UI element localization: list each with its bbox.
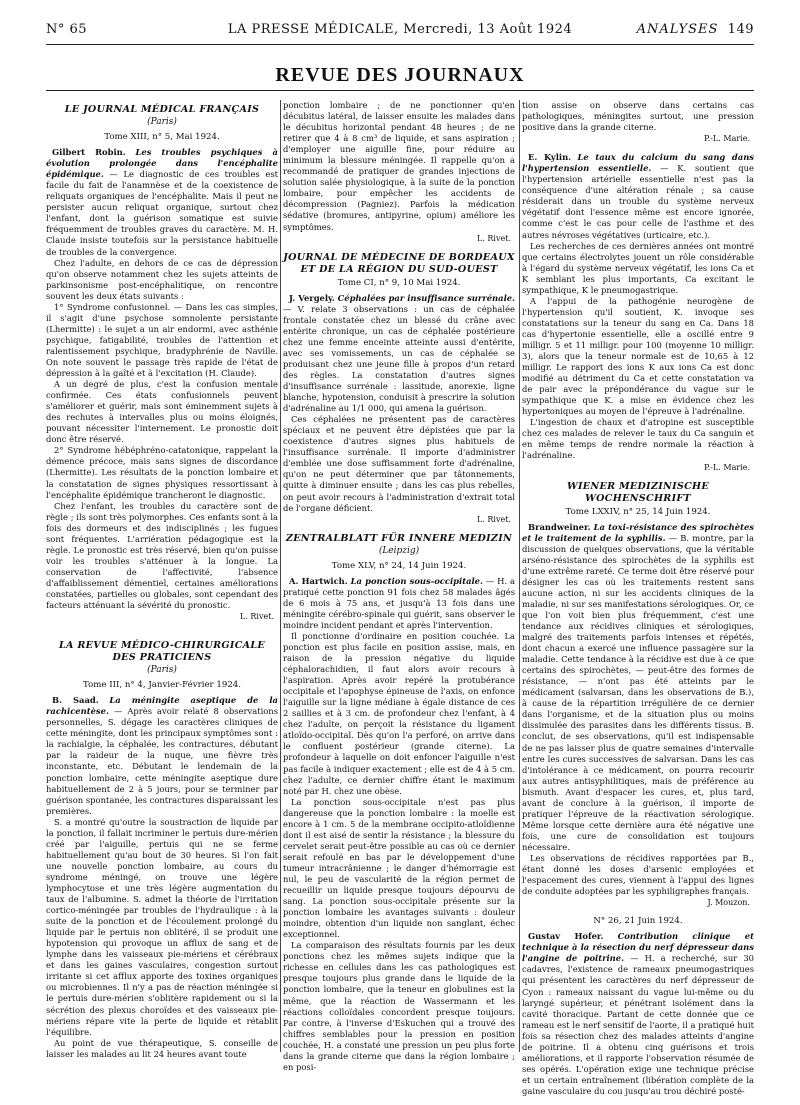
author: E. Kylin. — [528, 152, 572, 163]
abstract-entry — [522, 152, 754, 472]
abstract-paragraph: La ponction sous-occipitale n'est pas plus dangereuse que la ponction lombaire : la moelle est encore à 1 cm. 5 de la membrane occipito-atloïdienne dont il est aisé de sentir la résistance ; la blessure du cervelet serait peut-être possible au cas où ce dernier serait refoulé en bas par le développement d'une tumeur intracrânienne ; le danger d'hémorragie est nul, le peu de vascularité de la région permet de recueillir un liquide presque toujours dépourvu de sang. La ponction sous-occipitale présente sur la ponction lombaire les avantages suivants : douleur moindre, obtention d'un liquide non sanglant, échec exceptionnel. — [283, 796, 515, 940]
journal-issue: Tome III, n° 4, Janvier-Février 1924. — [83, 680, 241, 691]
journal-name: LE JOURNAL MÉDICAL FRANÇAIS — [64, 104, 260, 115]
column-divider — [280, 100, 281, 1052]
article-title: Les troubles psychiques à évolution prolongée dans l'encéphalite épidémique. — [46, 147, 278, 180]
abstract-paragraph: ponction lombaire ; de ne ponctionner qu'en décubitus latéral, de laisser ensuite les malades dans le décubitus horizontal pendant 48 heures ; de ne retirer que 4 à 8 cm³ de liquide, et sans aspiration ; d'employer une aiguille fine, pour réduire au minimum la blessure méningée. Il rappelle qu'on a recommandé de pratiquer de grandes injections de solution salée physiologique, à la suite de la ponction lombaire, pour empêcher les accidents de décompression (Pagniez). Parfois la médication sédative (bromures, antipyrine, opium) améliore les symptômes. — [283, 100, 515, 232]
article-title: Céphalées par insuffisance surrénale. — [337, 292, 515, 303]
article-title: La toxi-résistance des spirochètes et le traitement de la syphilis. — [522, 521, 754, 543]
section-label — [637, 22, 754, 37]
journal-section — [522, 916, 754, 1097]
abstract-paragraph: Chez l'enfant, les troubles du caractère sont de règle ; ils sont très polymorphes. Ces enfants sont à la fois des dormeurs et des indisciplinés ; les fugues sont fréquentes. L'arriération pédagogique est la règle. Le pronostic est très réservé, bien qu'on puisse voir les troubles s'atténuer à la longue. La conservation de l'affectivité, l'absence d'affaiblissement démentiel, certaines améliorations constatées, partielles ou globales, sont cependant des facteurs atténuant la sévérité du pronostic. — [46, 500, 278, 611]
journal-place: (Paris) — [147, 665, 177, 676]
abstract — [283, 576, 515, 1073]
signature: L. Rivet. — [240, 612, 274, 622]
article-title: La ponction sous-occipitale. — [350, 575, 483, 586]
signature: P.-L. Marie. — [703, 462, 750, 472]
continued-abstract — [283, 100, 515, 244]
journal-place: (Paris) — [147, 117, 177, 127]
author: B. Saad. — [52, 695, 99, 706]
journal-section — [46, 104, 278, 622]
article-title: Le taux du calcium du sang dans l'hypertension essentielle. — [522, 152, 754, 174]
journal-section — [46, 640, 278, 1060]
author: A. Hartwich. — [289, 575, 348, 586]
abstract-paragraph: S. a montré qu'outre la soustraction de liquide par la ponction, il fallait incriminer le pertuis dure-mérien créé par l'aiguille, pertuis qui ne se ferme habituellement qu'au bout de 30 heures. Si l'on fait une nouvelle ponction lombaire, au cours du syndrome méningé, on trouve une légère lymphocytose et une très légère augmentation du taux de l'albumine. S. admet la théorie de l'irritation cortico-méningée par troubles de l'hydraulique : à la suite de la ponction et de l'écoulement prolongé du liquide par le pertuis non oblitéré, il se produit une hypotension qui provoque un afflux de sang et de lymphe dans les vaisseaux pie-mériens et cérébraux et dans les gaines vasculaires, congestion surtout irritante si cet afflux apporte des toxines organiques ou microbiennes. Il n'y a pas de réaction méningée si le pertuis dure-mérien s'oblitère rapidement ou si la sécrétion des plexus choroïdes et des vaisseaux pie-mériens répare vite la perte de liquide et rétablit l'équilibre. — [46, 816, 278, 1037]
journal-issue: N° 26, 21 Juin 1924. — [593, 916, 683, 927]
abstract-paragraph: L'ingestion de chaux et d'atropine est susceptible chez ces malades de relever le taux du Ca sanguin et en même temps de rendre normale la réaction à l'adrénaline. — [522, 417, 754, 461]
abstract-text: — Après avoir relaté 8 observations personnelles, S. dégage les caractères cliniques de cette méningite, dont les principaux symptômes sont : la rachialgie, la céphalée, les contractures, débutant par la raideur de la nuque, une fièvre très inconstante, etc. Débutant le lendemain de la ponction lombaire, cette méningite aseptique dure habituellement de 2 à 5 jours, pour se terminer par guérison spontanée, les contractures disparaissant les premières. — [46, 706, 278, 816]
abstract-paragraph — [522, 152, 754, 240]
author: J. Vergely. — [289, 292, 335, 303]
author: Brandweiner. — [528, 521, 591, 532]
abstract-paragraph: A l'appui de la pathogénie neurogène de l'hypertension qu'il soutient, K. invoque ses constatations sur la teneur du sang en Ca. Dans 18 cas d'hypertonie essentielle, elle a oscillé entre 9 milligr. 5 et 11 milligr. pour 100 (moyenne 10 milligr. 3), alors que la teneur normale est de 10,65 à 12 milligr. Le rapport des ions K aux ions Ca est donc modifié au détriment du Ca et cette constatation va de pair avec la prépondérance du vague sur le sympathique que K. a mise en évidence chez les hypertoniques au moyen de l'épreuve à l'adrénaline. — [522, 295, 754, 417]
abstract-paragraph — [46, 147, 278, 257]
abstract-paragraph: Au point de vue thérapeutique, S. conseille de laisser les malades au lit 24 heures avant toute — [46, 1037, 278, 1059]
abstract-text: — B. montre, par la discussion de quelques observations, que la véritable arséno-résistance des spirochètes de la syphilis est d'une extrême rareté. Ce terme doit être réservé pour désigner les cas où les traitements restent sans aucune action, ni sur les accidents cliniques de la maladie, ni sur ses manifestations sérologiques. Or, ce que l'on voit bien plus fréquemment, c'est une tendance aux récidives cliniques et sérologiques, malgré des traitements parfois intenses et répétés, dont chacun a exercé une influence passagère sur la maladie. Cette tendance à la récidive est due à ce que certains des spirochètes, — peut-être des formes de résistance, — n'ont pas été atteints par le médicament (salvarsan, dans les observations de B.), à cause de la répartition irrégulière de ce dernier dans l'organisme, et de la situation plus ou moins dissimulée des parasites dans les différents tissus. B. conclut, de ses observations, qu'il est indispensable de ne pas laisser plus de quatre semaines d'intervalle entre les cures successives de salvarsan. Dans les cas d'intolérance à ce médicament, on pourra recourir aux autres antisyphilitiques, mais de préférence au bismuth. Avant d'espacer les cures, et, plus tard, avant de conclure à la guérison, il importe de pratiquer l'épreuve de la réactivation sérologique. Même lorsque cette dernière aura été négative une fois, une cure de consolidation est toujours nécessaire. — [522, 532, 754, 852]
abstract-paragraph — [46, 695, 278, 817]
journal-issue: Tome LXXIV, n° 25, 14 Juin 1924. — [565, 506, 711, 517]
abstract-paragraph: tion assise on observe dans certains cas pathologiques, méningites surtout, une pression positive dans la grande citerne. — [522, 100, 754, 133]
article-title: Contribution clinique et technique à la résection du nerf dépresseur dans l'angine de poitrine. — [522, 931, 754, 964]
running-head — [46, 22, 754, 42]
abstract — [522, 152, 754, 461]
abstract-paragraph: Les recherches de ces dernières années ont montré que certains électrolytes jouent un rôle considérable à l'égard du système nerveux végétatif, les ions Ca et K semblant les plus importants, Ca excitant le sympathique, K le pneumogastrique. — [522, 240, 754, 295]
abstract — [283, 100, 515, 233]
author: Gilbert Robin. — [52, 147, 126, 158]
abstract — [46, 147, 278, 611]
journal-name: JOURNAL DE MÉDECINE DE BORDEAUX ET DE LA RÉGION DU SUD-OUEST — [283, 251, 515, 275]
issue-number: N° 65 — [46, 22, 88, 37]
page-number: 149 — [727, 22, 754, 37]
abstract — [522, 931, 754, 1097]
abstract-paragraph: Chez l'adulte, en dehors de ce cas de dépression qu'on observe notamment chez les sujets atteints de parkinsonisme post-encéphalitique, on rencontre souvent les deux états suivants : — [46, 257, 278, 301]
abstract — [522, 522, 754, 898]
journal-issue: Tome CI, n° 9, 10 Mai 1924. — [337, 277, 461, 288]
abstract — [283, 293, 515, 514]
journal-section — [283, 533, 515, 1073]
abstract-paragraph — [522, 931, 754, 1097]
abstract-text: — K. soutient que l'hypertension artérielle essentielle n'est pas la conséquence d'une altération rénale ; sa cause résiderait dans un trouble du système nerveux végétatif dont l'essence même est encore ignorée, comme c'est le cas pour celle de l'asthme et des autres névroses végétatives (urticaire, etc.). — [522, 163, 754, 240]
journal-issue: Tome XLV, n° 24, 14 Juin 1924. — [331, 560, 467, 571]
abstract-paragraph: 1° Syndrome confusionnel. — Dans les cas simples, il s'agit d'une psychose somnolente persistante (Lhermitte) : le sujet a un air endormi, avec asthénie psychique, fatigabilité, troubles de l'attention et ralentissement psychique, bradyphrénie de Naville. On note souvent le passage très rapide de l'état de dépression à la gaîté et à l'excitation (H. Claude). — [46, 301, 278, 379]
signature: J. Mouzon. — [707, 898, 750, 908]
journal-place: (Leipzig) — [378, 545, 420, 556]
title-rule — [46, 90, 754, 91]
abstract-paragraph — [283, 576, 515, 631]
continued-abstract — [522, 100, 754, 144]
abstract — [522, 100, 754, 133]
abstract-paragraph: La comparaison des résultats fournis par les deux ponctions chez les mêmes sujets indique que la richesse en cellules dans les cas pathologiques est presque toujours plus grande dans le liquide de la ponction lombaire, que la teneur en globulines est la même, que la réaction de Wassermann et les réactions colloïdales concordent presque toujours. Par contre, à l'inverse d'Eskuchen qui a trouvé des chiffres semblables pour la pression en position couchée, H. a constaté une pression un peu plus forte dans la grande citerne que dans la région lombaire ; en posi- — [283, 940, 515, 1072]
signature: L. Rivet. — [477, 233, 511, 243]
journal-issue: Tome XIII, n° 5, Mai 1924. — [104, 132, 220, 143]
abstract-text: — V. relate 3 observations : un cas de céphalée frontale constatée chez un blessé du crâne avec entérite chronique, un cas de céphalée postérieure chez une femme enceinte atteinte aussi d'entérite, avec ses vomissements, un cas de céphalée se produisant chez une jeune fille à propos d'un retard des règles. La constatation d'autres signes d'insuffisance surrénale : lassitude, anorexie, ligne blanche, hypotension, conduisit à prescrire la solution d'adrénaline au 1/1 000, qui amena la guérison. — [283, 303, 515, 414]
abstract-paragraph — [283, 293, 515, 415]
journal-masthead: LA PRESSE MÉDICALE, Mercredi, 13 Août 1924 — [227, 22, 573, 37]
journal-name: WIENER MEDIZINISCHE WOCHENSCHRIFT — [566, 480, 710, 504]
journal-section — [283, 252, 515, 525]
journal-section — [522, 481, 754, 909]
abstract-paragraph: A un degré de plus, c'est la confusion mentale confirmée. Ces états confusionnels peuvent s'améliorer et guérir, mais sont éminemment sujets à des rechutes à intervalles plus ou moins éloignés, pouvant nécessiter l'internement. Le pronostic doit donc être réservé. — [46, 379, 278, 445]
column-1 — [46, 100, 278, 1068]
abstract-text: — H. a pratiqué cette ponction 91 fois chez 58 malades âgés de 6 mois à 75 ans, et jusqu'à 13 fois dans une méningite cérébro-spinale qui guérit, sans observer le moindre incident pendant et après l'intervention. — [283, 575, 516, 630]
abstract-paragraph: Il ponctionne d'ordinaire en position couchée. La ponction est plus facile en position assise, mais, en raison de la pression négative du liquide céphalorachidien, il faut alors avoir recours à l'aspiration. Après avoir repéré la protubérance occipitale et l'apophyse épineuse de l'axis, on enfonce l'aiguille sur la ligne médiane à égale distance de ces 2 saillies et à 3 cm. de profondeur chez l'enfant, à 4 chez l'adulte, on perçoit la résistance du ligament atloïdo-occipital. Dès qu'on l'a perforé, on arrive dans le confluent postérieur (grande citerne). La profondeur à laquelle on doit enfoncer l'aiguille n'est pas facile à indiquer exactement ; elle est de 4 à 5 cm. chez l'adulte, ce dernier chiffre étant le maximum noté par H. chez une obèse. — [283, 630, 515, 796]
section-title: REVUE DES JOURNAUX — [275, 64, 525, 86]
abstract-text: — H. a recherché, sur 30 cadavres, l'existence de rameaux pneumogastriques qui présentent les caractères du nerf dépresseur de Cyon : rameaux naissant du vague lui-même ou du laryngé supérieur, et pénétrant isolément dans la cavité thoracique. Partant de cette donnée que ce rameau est le nerf sensitif de l'aorte, il a pratiqué huit fois sa résection chez des malades atteints d'angine de poitrine. Il a obtenu cinq guérisons et trois améliorations, et il rapporte l'observation résumée de ses opérés. L'opération exige une technique précise et un certain entraînement (libération complète de la gaine vasculaire du cou jusqu'au trou déchiré posté- — [522, 953, 754, 1096]
abstract-text: — Le diagnostic de ces troubles est facile du fait de l'anamnèse et de la coexistence de reliquats organiques de l'encéphalite. Mais il peut ne persister aucun reliquat organique, surtout chez l'enfant, dont la guérison somatique est suivie fréquemment de troubles graves du caractère. M. H. Claude insiste toutefois sur la persistance habituelle de troubles de la convergence. — [46, 169, 278, 257]
journal-name: LA REVUE MÉDICO-CHIRURGICALE DES PRATICIENS — [58, 640, 266, 664]
abstract-paragraph: Ces céphalées ne présentent pas de caractères spéciaux et ne peuvent être dépistées que par la coexistence d'autres signes plus habituels de l'insuffisance surrénale. Il importe d'administrer d'emblée une dose suffisamment forte d'adrénaline, qu'on ne peut déterminer que par tâtonnements, quitte à diminuer ensuite ; dans les cas plus rebelles, on peut avoir recours à l'administration d'extrait total de l'organe déficient. — [283, 414, 515, 513]
journal-name: ZENTRALBLATT FÜR INNERE MEDIZIN — [285, 532, 513, 544]
abstract-paragraph: 2° Syndrome hébéphréno-catatonique, rappelant la démence précoce, mais sans signes de discordance (Lhermitte). Les résultats de la ponction lombaire et la constatation de signes physiques ressortissant à l'encéphalite épidémique trancheront le diagnostic. — [46, 445, 278, 500]
abstract-paragraph — [522, 522, 754, 853]
abstract-paragraph: Les observations de récidives rapportées par B., étant donné les doses d'arsenic employées et l'espacement des cures, viennent à l'appui des lignes de conduite adoptées par les syphiligraphes français. — [522, 853, 754, 897]
signature: P.-L. Marie. — [703, 134, 750, 144]
signature: L. Rivet. — [477, 514, 511, 524]
column-divider — [519, 100, 520, 1052]
header-rule — [46, 44, 754, 45]
abstract — [46, 695, 278, 1060]
author: Gustav Hofer. — [528, 931, 604, 942]
section-name: ANALYSES — [636, 22, 719, 37]
article-title: La méningite aseptique de la rachicentèse. — [46, 695, 278, 717]
column-2 — [283, 100, 515, 1081]
column-3 — [522, 100, 754, 1105]
